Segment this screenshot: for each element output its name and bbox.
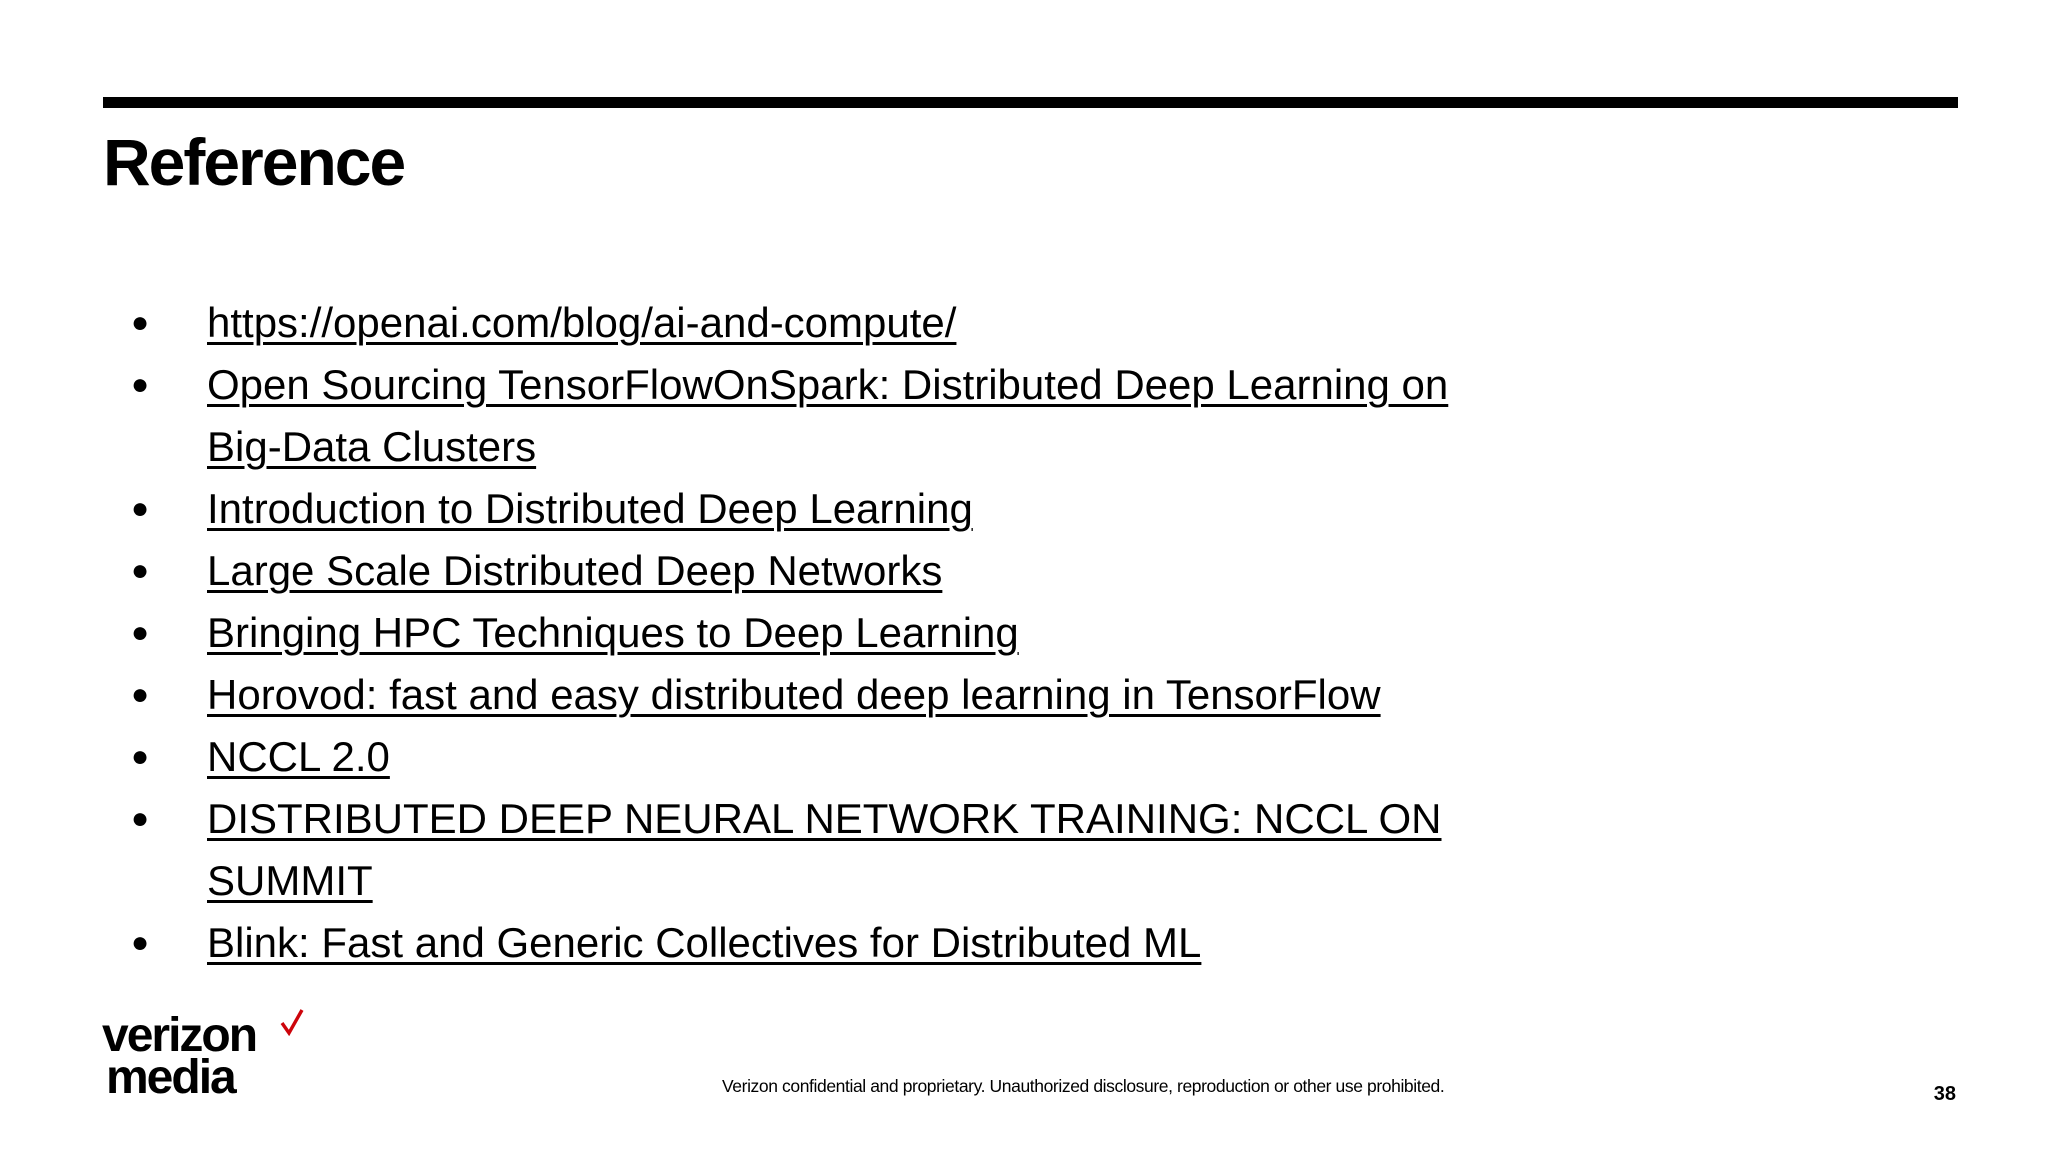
reference-link-hpc-techniques[interactable]: Bringing HPC Techniques to Deep Learning bbox=[207, 609, 1019, 656]
bullet-icon: ● bbox=[131, 306, 150, 339]
bullet-icon: ● bbox=[131, 492, 150, 525]
title-rule bbox=[103, 97, 1958, 108]
reference-link-openai-ai-and-compute[interactable]: https://openai.com/blog/ai-and-compute/ bbox=[207, 299, 957, 346]
bullet-icon: ● bbox=[131, 926, 150, 959]
list-item bbox=[125, 664, 1625, 726]
list-item bbox=[125, 912, 1625, 974]
page-title: Reference bbox=[103, 125, 405, 199]
list-item bbox=[125, 602, 1625, 664]
reference-link-blink[interactable]: Blink: Fast and Generic Collectives for Distributed ML bbox=[207, 919, 1202, 966]
list-item bbox=[125, 354, 1625, 478]
reference-link-large-scale-distributed-deep-networks[interactable]: Large Scale Distributed Deep Networks bbox=[207, 547, 943, 594]
verizon-media-logo bbox=[102, 1009, 257, 1104]
reference-link-intro-distributed-deep-learning[interactable]: Introduction to Distributed Deep Learning bbox=[207, 485, 973, 532]
list-item bbox=[125, 788, 1625, 912]
bullet-icon: ● bbox=[131, 740, 150, 773]
bullet-icon: ● bbox=[131, 802, 150, 835]
logo-wordmark-verizon: verizon bbox=[102, 1015, 256, 1057]
list-item bbox=[125, 478, 1625, 540]
list-item bbox=[125, 292, 1625, 354]
reference-link-tensorflowonspark[interactable]: Open Sourcing TensorFlowOnSpark: Distributed Deep Learning on Big-Data Clusters bbox=[207, 361, 1449, 470]
bullet-icon: ● bbox=[131, 554, 150, 587]
logo-wordmark-media: media bbox=[106, 1051, 235, 1104]
checkmark-icon bbox=[280, 1008, 304, 1036]
confidentiality-notice: Verizon confidential and proprietary. Unauthorized disclosure, reproduction or other use prohibited. bbox=[722, 1076, 1445, 1096]
bullet-icon: ● bbox=[131, 616, 150, 649]
reference-list bbox=[125, 292, 1625, 974]
reference-link-nccl-on-summit[interactable]: DISTRIBUTED DEEP NEURAL NETWORK TRAINING: NCCL ON SUMMIT bbox=[207, 795, 1442, 904]
list-item bbox=[125, 726, 1625, 788]
reference-link-horovod[interactable]: Horovod: fast and easy distributed deep learning in TensorFlow bbox=[207, 671, 1381, 718]
bullet-icon: ● bbox=[131, 678, 150, 711]
reference-link-nccl-2[interactable]: NCCL 2.0 bbox=[207, 733, 390, 780]
page-number: 38 bbox=[1933, 1083, 1956, 1105]
bullet-icon: ● bbox=[131, 368, 150, 401]
list-item bbox=[125, 540, 1625, 602]
